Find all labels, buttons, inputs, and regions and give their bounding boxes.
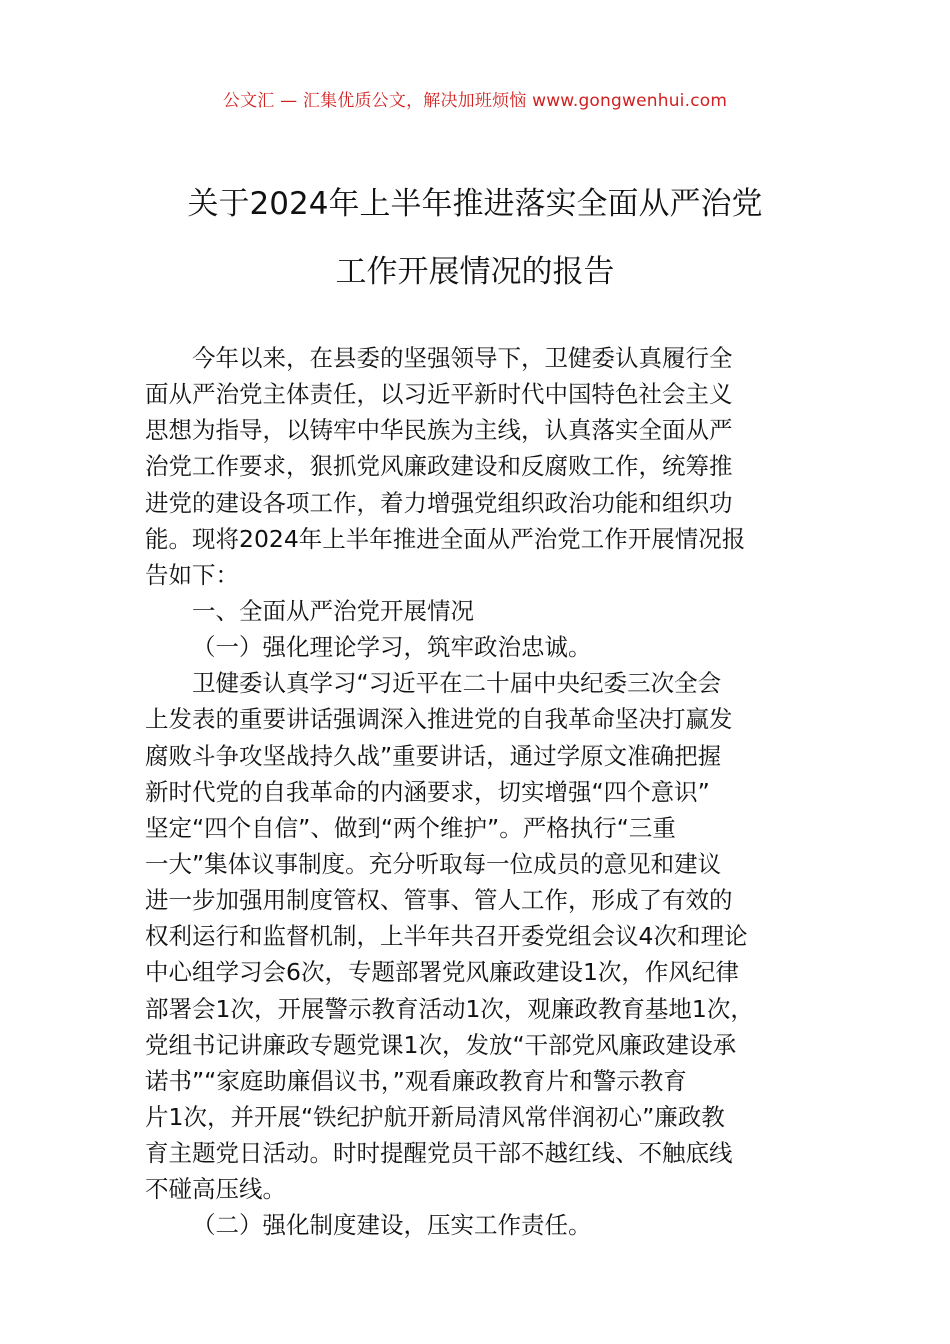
- paragraph-line: 上发表的重要讲话强调深入推进党的自我革命坚决打赢发: [145, 705, 733, 734]
- paragraph-line: 进一步加强用制度管权、管事、管人工作，形成了有效的: [145, 886, 733, 915]
- paragraph-line: 坚定“四个自信”、做到“两个维护”。严格执行“三重: [145, 813, 676, 842]
- subsection-heading: （二）强化制度建设，压实工作责任。: [192, 1211, 592, 1240]
- paragraph-line: 育主题党日活动。时时提醒党员干部不越红线、不触底线: [145, 1139, 733, 1168]
- paragraph-line: 卫健委认真学习“习近平在二十届中央纪委三次全会: [192, 669, 722, 698]
- paragraph-line: 新时代党的自我革命的内涵要求，切实增强“四个意识”: [145, 777, 710, 806]
- document-title-line-1: 关于2024年上半年推进落实全面从严治党: [187, 186, 763, 222]
- paragraph-line: 党组书记讲廉政专题党课1次，发放“干部党风廉政建设承: [145, 1030, 737, 1059]
- paragraph-line: 思想为指导，以铸牢中华民族为主线，认真落实全面从严: [145, 416, 733, 445]
- paragraph-line: 不碰高压线。: [145, 1175, 286, 1204]
- paragraph-line: 中心组学习会6次，专题部署党风廉政建设1次，作风纪律: [145, 958, 739, 987]
- paragraph-line: 告如下：: [145, 560, 239, 589]
- section-heading: 一、全面从严治党开展情况: [192, 596, 474, 625]
- watermark-banner: 公文汇 — 汇集优质公文，解决加班烦恼 www.gongwenhui.com: [222, 91, 728, 111]
- paragraph-line: 片1次，并开展“铁纪护航开新局清风常伴润初心”廉政教: [145, 1102, 725, 1131]
- paragraph-line: 能。现将2024年上半年推进全面从严治党工作开展情况报: [145, 524, 746, 553]
- paragraph-line: 治党工作要求，狠抓党风廉政建设和反腐败工作，统筹推: [145, 452, 733, 481]
- paragraph-line: 部署会1次，开展警示教育活动1次，观廉政教育基地1次，: [145, 994, 754, 1023]
- paragraph-line: 腐败斗争攻坚战持久战”重要讲话，通过学原文准确把握: [145, 741, 722, 770]
- document-body: [145, 340, 835, 1244]
- paragraph-line: 一大”集体议事制度。充分听取每一位成员的意见和建议: [145, 849, 722, 878]
- document-title-line-2: 工作开展情况的报告: [335, 254, 615, 290]
- paragraph-line: 诺书”“家庭助廉倡议书，”观看廉政教育片和警示教育: [145, 1066, 687, 1095]
- paragraph-line: 权利运行和监督机制，上半年共召开委党组会议4次和理论: [145, 922, 748, 951]
- paragraph-line: 今年以来，在县委的坚强领导下，卫健委认真履行全: [192, 344, 733, 372]
- subsection-heading: （一）强化理论学习，筑牢政治忠诚。: [192, 633, 592, 662]
- paragraph-line: 面从严治党主体责任，以习近平新时代中国特色社会主义: [145, 380, 733, 409]
- paragraph-line: 进党的建设各项工作，着力增强党组织政治功能和组织功: [145, 488, 733, 517]
